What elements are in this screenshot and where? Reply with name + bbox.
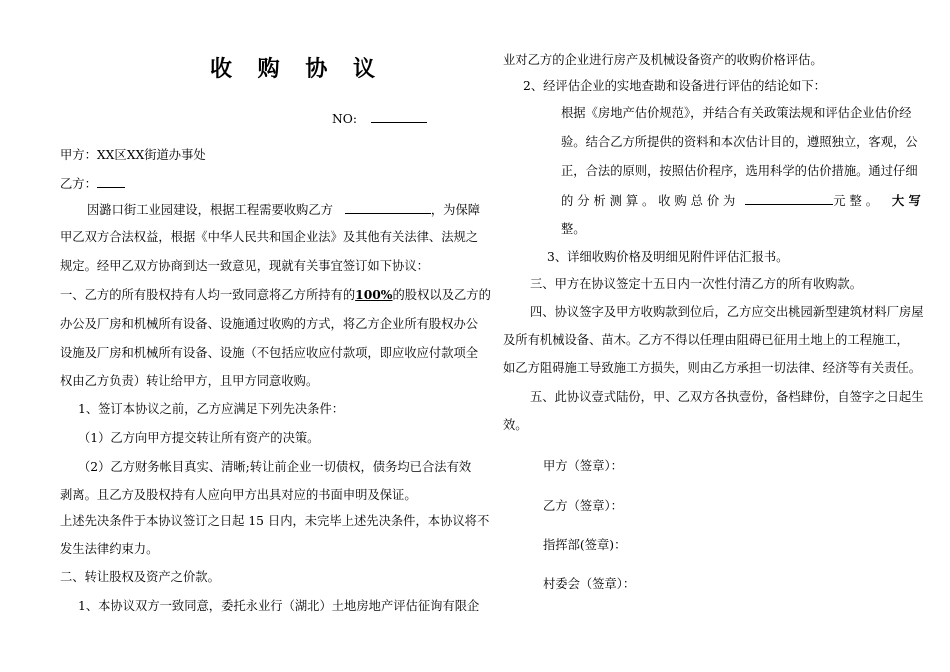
precondition-note-line-1: 上述先决条件于本协议签订之日起 15 日内，未完毕上述先决条件，本协议将不 [60,514,490,528]
clause-2-2: 2、经评估企业的实地查勘和设备进行评估的结论如下： [523,79,826,93]
no-label: NO: [332,112,357,126]
signature-party-b: 乙方（签章）： [543,499,623,513]
party-b-blank [97,175,125,188]
precondition-note-line-2: 发生法律约束力。 [60,542,159,556]
section-4-line-2: 及所有机械设备、苗木。乙方不得以任理由阻碍已征用土地上的工程施工， [503,333,909,347]
section-1-line-2: 办公及厂房和机械所有设备、设施通过收购的方式，将乙方企业所有股权办公 [60,317,479,331]
valuation-line-4: 的 分 析 测 算 。 收 购 总 价 为 元 整 。 大 写 [561,193,921,208]
section-5-line-2: 效。 [503,418,528,432]
intro-line-3: 规定。经甲乙双方协商到达一致意见，现就有关事宜签订如下协议： [60,259,429,273]
signature-command-post: 指挥部(签章)： [543,538,627,552]
contract-number-blank [371,110,427,123]
uppercase-amount-label: 大 写 [891,193,921,208]
section-1-line-1: 一、乙方的所有股权持有人均一致同意将乙方所持有的100%的股权以及乙方的 [60,287,491,302]
valuation-line-1: 根据《房地产估价规范》，并结合有关政策法规和评估企业估价经 [561,106,912,120]
party-a-line: 甲方：XX区XX街道办事处 [60,148,206,162]
section-4-line-3: 如乙方阻碍施工导致施工方损失，则由乙方承担一切法律、经济等有关责任。 [503,361,922,375]
section-1-line-4: 权由乙方负责）转让给甲方，且甲方同意收购。 [60,374,319,388]
contract-number [332,110,427,127]
valuation-line-2: 验。结合乙方所提供的资料和本次估计目的，遵照独立，客观，公 [561,135,918,149]
clause-1-1-b-line-2: 剥离。且乙方及股权持有人应向甲方出具对应的书面申明及保证。 [60,488,417,502]
intro-line-2: 甲乙双方合法权益，根据《中华人民共和国企业法》及其他有关法律、法规之 [60,230,479,244]
section-5-line-1: 五、此协议壹式陆份，甲、乙双方各执壹份，备档肆份，自签字之日起生 [530,390,924,404]
equity-percentage: 100% [355,287,393,302]
clause-2-1-line-1: 1、本协议双方一致同意，委托永业行（湖北）土地房地产评估征询有限企 [78,599,480,613]
document-title: 收 购 协 议 [210,56,384,82]
target-blank [345,201,431,214]
clause-1-1-a: （1）乙方向甲方提交转让所有资产的决策。 [78,431,320,445]
clause-1-1: 1、签订本协议之前，乙方应满足下列先决条件： [78,402,345,416]
total-price-blank [745,192,833,205]
section-1-line-3: 设施及厂房和机械所有设备、设施（不包括应收应付款项，即应收应付款项全 [60,346,479,360]
section-2-heading: 二、转让股权及资产之价款。 [60,570,220,584]
clause-2-3: 3、详细收购价格及明细见附件评估汇报书。 [547,250,789,264]
signature-party-a: 甲方（签章）： [543,459,623,473]
valuation-line-3: 正，合法的原则，按照估价程序，选用科学的估价措施。通过仔细 [561,164,918,178]
intro-line-1: 因潞口街工业园建设，根据工程需要收购乙方 ，为保障 [87,203,481,217]
party-b-line: 乙方： [60,175,125,192]
valuation-line-5: 整。 [561,222,586,236]
clause-1-1-b-line-1: （2）乙方财务帐目真实、清晰;转让前企业一切债权，债务均已合法有效 [78,460,472,474]
section-4-line-1: 四、协议签字及甲方收购款到位后，乙方应交出桃园新型建筑材料厂房屋 [530,305,924,319]
signature-village-committee: 村委会（签章）： [543,577,636,591]
section-3: 三、甲方在协议签定十五日内一次性付清乙方的所有收购款。 [530,277,863,291]
clause-2-1-line-2: 业对乙方的企业进行房产及机械设备资产的收购价格评估。 [503,53,823,67]
